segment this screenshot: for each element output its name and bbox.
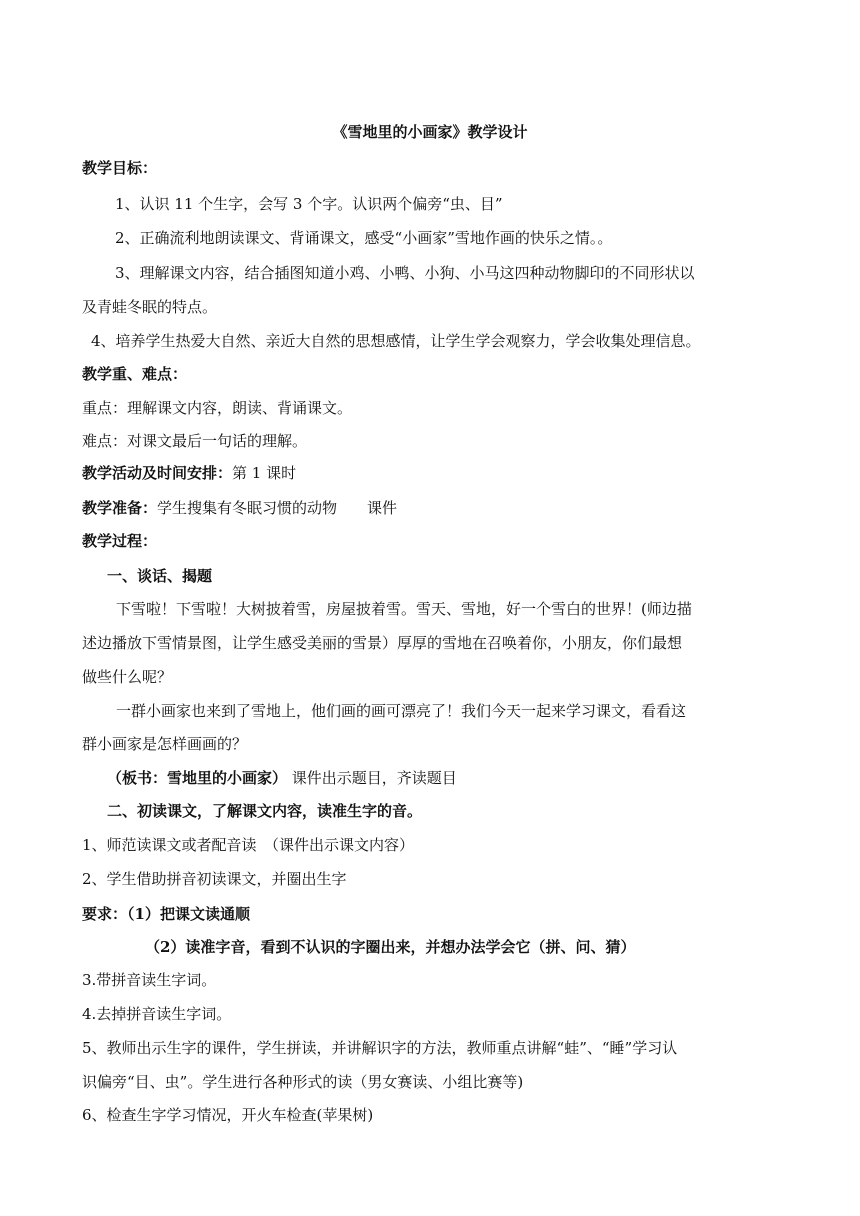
prep-label: 教学准备： [82, 499, 158, 517]
prep-line [82, 497, 782, 519]
section-1-paragraph-line-1: 下雪啦！下雪啦！大树披着雪，房屋披着雪。雪天、雪地，好一个雪白的世界！(师边描 [116, 600, 692, 618]
goal-item-3: 3、理解课文内容，结合插图知道小鸡、小鸭、小狗、小马这四种动物脚印的不同形状以 [115, 264, 695, 282]
step-3: 3.带拼音读生字词。 [82, 971, 217, 989]
key-point: 重点：理解课文内容，朗读、背诵课文。 [82, 399, 353, 417]
step-6: 6、检查生字学习情况，开火车检查(苹果树) [82, 1106, 374, 1124]
process-heading: 教学过程： [82, 532, 158, 550]
board-note: 课件出示题目，齐读题目 [291, 769, 457, 787]
goal-item-4: 4、培养学生热爱大自然、亲近大自然的思想感情，让学生学会观察力，学会收集处理信息。 [91, 332, 701, 350]
section-1-paragraph2-line-2: 群小画家是怎样画画的？ [82, 735, 248, 753]
section-1-heading: 一、谈话、揭题 [107, 567, 213, 585]
document-title: 《雪地里的小画家》教学设计 [332, 123, 528, 141]
step-4: 4.去掉拼音读生字词。 [82, 1005, 232, 1023]
step-5: 5、教师出示生字的课件，学生拼读，并讲解识字的方法，教师重点讲解“蛙”、“睡”学习认 [82, 1039, 678, 1057]
section-1-paragraph-line-2: 述边播放下雪情景图，让学生感受美丽的雪景）厚厚的雪地在召唤着你，小朋友，你们最想 [82, 634, 683, 652]
section-2-heading: 二、初读课文，了解课文内容，读准生字的音。 [107, 802, 423, 820]
board-label: （板书：雪地里的小画家） [107, 769, 288, 787]
key-difficulty-heading: 教学重、难点： [82, 365, 188, 383]
goal-item-3-cont: 及青蛙冬眠的特点。 [82, 298, 218, 316]
activity-value: 第 1 课时 [232, 464, 297, 482]
goal-item-2: 2、正确流利地朗读课文、背诵课文，感受“小画家”雪地作画的快乐之情。。 [115, 229, 613, 247]
requirement-2: （2）读准字音，看到不认识的字圈出来，并想办法学会它（拼、问、猜） [145, 938, 636, 956]
section-1-paragraph-line-3: 做些什么呢？ [82, 668, 173, 686]
difficult-point: 难点：对课文最后一句话的理解。 [82, 432, 308, 450]
step-2: 2、学生借助拼音初读课文，并圈出生字 [82, 870, 347, 888]
step-5-cont: 识偏旁“目、虫”。学生进行各种形式的读（男女赛读、小组比赛等) [82, 1073, 524, 1091]
requirement-1: 要求：（1）把课文读通顺 [82, 905, 250, 923]
activity-line [82, 462, 782, 484]
activity-label: 教学活动及时间安排： [82, 464, 233, 482]
goal-item-1: 1、认识 11 个生字，会写 3 个字。认识两个偏旁“虫、目” [115, 195, 503, 213]
step-1: 1、师范读课文或者配音读 （课件出示课文内容） [82, 836, 415, 854]
prep-value: 学生搜集有冬眠习惯的动物 课件 [157, 499, 398, 517]
section-1-paragraph2-line-1: 一群小画家也来到了雪地上，他们画的画可漂亮了！我们今天一起来学习课文，看看这 [116, 702, 687, 720]
board-line [107, 767, 807, 789]
goals-heading: 教学目标： [82, 159, 158, 177]
